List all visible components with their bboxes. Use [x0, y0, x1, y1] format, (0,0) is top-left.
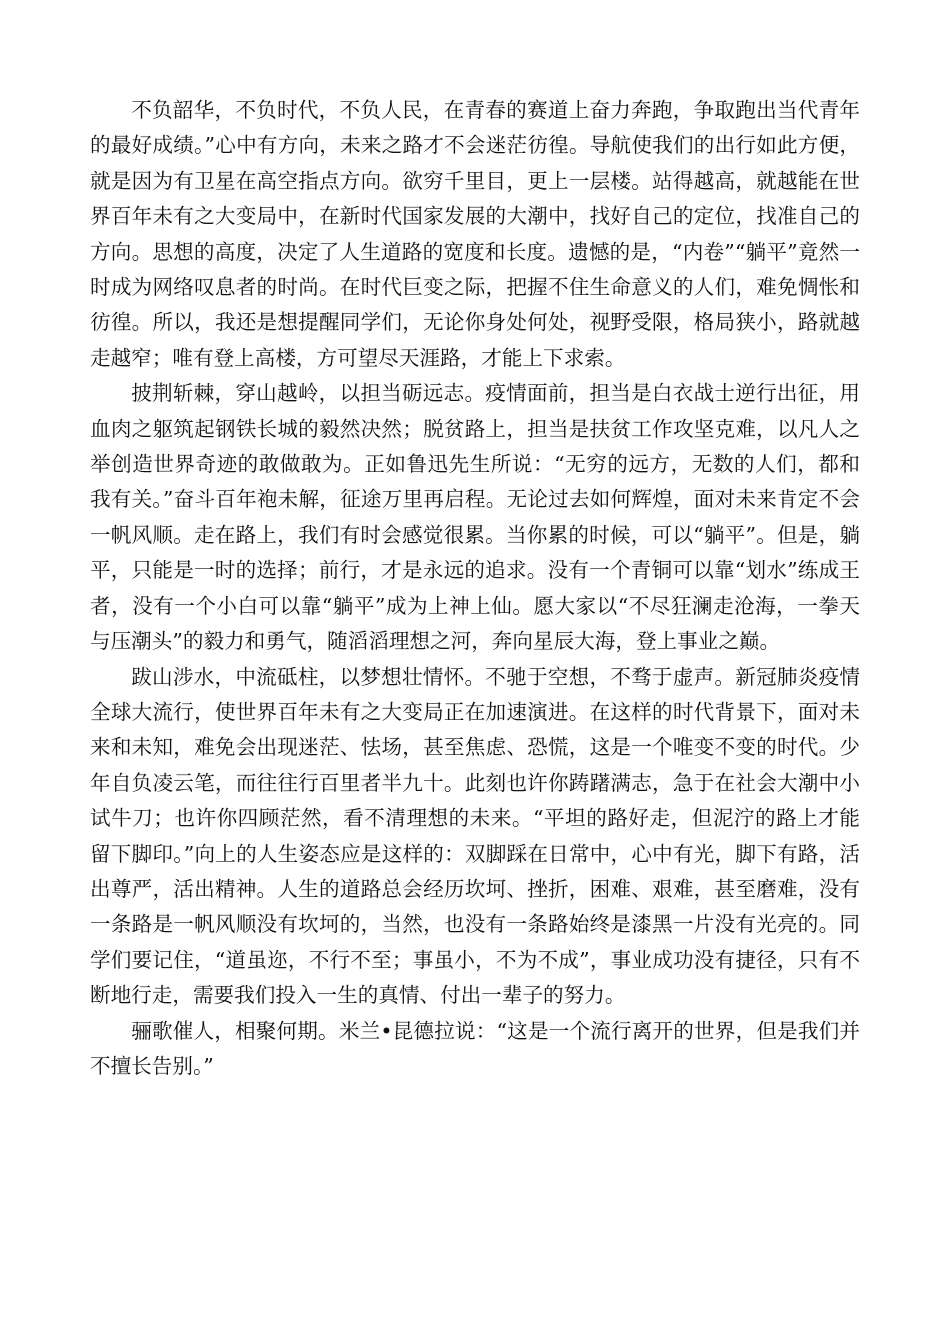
document-page	[90, 93, 860, 1084]
paragraph-1: 不负韶华，不负时代，不负人民，在青春的赛道上奋力奔跑，争取跑出当代青年的最好成绩。”心中有方向，未来之路才不会迷茫彷徨。导航使我们的出行如此方便，就是因为有卫星在高空指点方向。欲穷千里目，更上一层楼。站得越高，就越能在世界百年未有之大变局中，在新时代国家发展的大潮中，找好自己的定位，找准自己的方向。思想的高度，决定了人生道路的宽度和长度。遗憾的是，“内卷”“躺平”竟然一时成为网络叹息者的时尚。在时代巨变之际，把握不住生命意义的人们，难免惆怅和彷徨。所以，我还是想提醒同学们，无论你身处何处，视野受限，格局狭小，路就越走越窄；唯有登上高楼，方可望尽天涯路，才能上下求索。	[90, 98, 860, 370]
paragraph-4: 骊歌催人，相聚何期。米兰•昆德拉说：“这是一个流行离开的世界，但是我们并不擅长告别。”	[90, 1018, 860, 1078]
paragraph-2: 披荆斩棘，穿山越岭，以担当砺远志。疫情面前，担当是白衣战士逆行出征，用血肉之躯筑起钢铁长城的毅然决然；脱贫路上，担当是扶贫工作攻坚克难，以凡人之举创造世界奇迹的敢做敢为。正如鲁迅先生所说：“无穷的远方，无数的人们，都和我有关。”奋斗百年袍未解，征途万里再启程。无论过去如何辉煌，面对未来肯定不会一帆风顺。走在路上，我们有时会感觉很累。当你累的时候，可以“躺平”。但是，躺平，只能是一时的选择；前行，才是永远的追求。没有一个青铜可以靠“划水”练成王者，没有一个小白可以靠“躺平”成为上神上仙。愿大家以“不尽狂澜走沧海，一拳天与压潮头”的毅力和勇气，随滔滔理想之河，奔向星辰大海，登上事业之巅。	[90, 381, 860, 654]
paragraph-3: 跋山涉水，中流砥柱，以梦想壮情怀。不驰于空想，不骛于虚声。新冠肺炎疫情全球大流行，使世界百年未有之大变局正在加速演进。在这样的时代背景下，面对未来和未知，难免会出现迷茫、怯场，甚至焦虑、恐慌，这是一个唯变不变的时代。少年自负凌云笔，而往往行百里者半九十。此刻也许你踌躇满志，急于在社会大潮中小试牛刀；也许你四顾茫然，看不清理想的未来。“平坦的路好走，但泥泞的路上才能留下脚印。”向上的人生姿态应是这样的：双脚踩在日常中，心中有光，脚下有路，活出尊严，活出精神。人生的道路总会经历坎坷、挫折，困难、艰难，甚至磨难，没有一条路是一帆风顺没有坎坷的，当然，也没有一条路始终是漆黑一片没有光亮的。同学们要记住，“道虽迩，不行不至；事虽小，不为不成”，事业成功没有捷径，只有不断地行走，需要我们投入一生的真情、付出一辈子的努力。	[90, 664, 860, 1008]
